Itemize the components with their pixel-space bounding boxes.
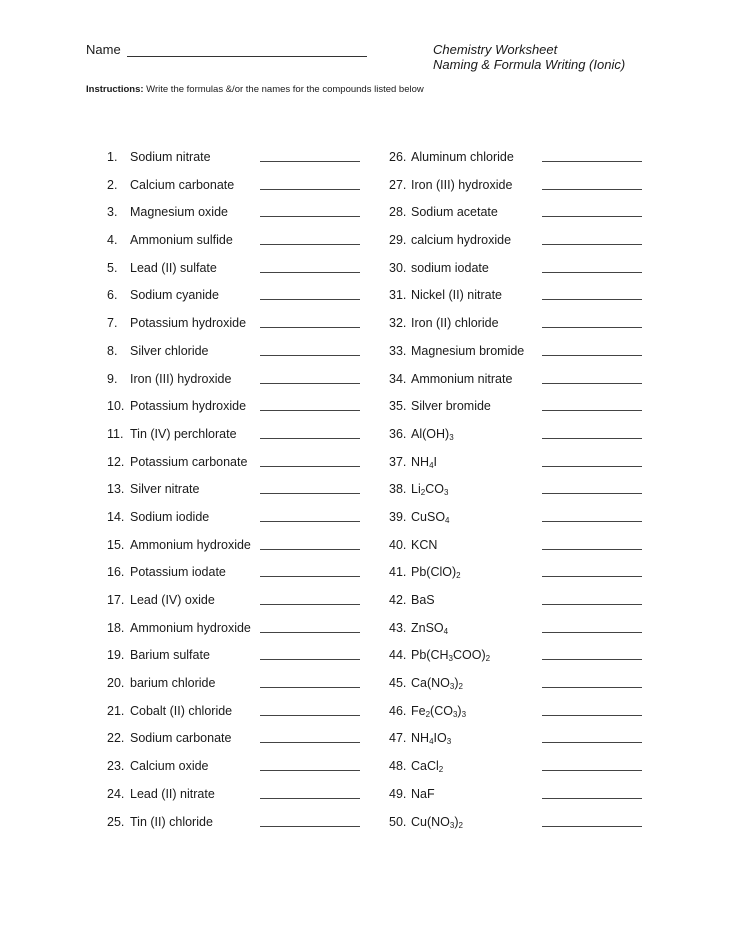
list-item: [389, 565, 649, 593]
title-line-2: Naming & Formula Writing (Ionic): [433, 57, 626, 72]
item-number: 47.: [389, 731, 407, 746]
name-field-row: [86, 42, 367, 57]
list-item: [389, 759, 649, 787]
item-number: 13.: [107, 482, 125, 497]
name-label: Name: [86, 42, 121, 57]
item-number: 38.: [389, 482, 407, 497]
answer-blank[interactable]: [260, 549, 360, 550]
compound-label: $Fe_2(CO_3)_3$: [411, 703, 467, 719]
compound-label: Iron (III) hydroxide: [130, 371, 232, 386]
answer-blank[interactable]: [542, 383, 642, 384]
list-item: [107, 427, 367, 455]
item-number: 45.: [389, 676, 407, 691]
item-number: 21.: [107, 703, 125, 718]
compound-label: KCN: [411, 537, 438, 552]
compound-label: Potassium hydroxide: [130, 399, 247, 414]
list-item: [107, 482, 367, 510]
answer-blank[interactable]: [260, 770, 360, 771]
compound-label: Ammonium nitrate: [411, 371, 513, 386]
left-column: [107, 150, 367, 842]
compound-label: sodium iodate: [411, 260, 489, 275]
compound-label: Sodium nitrate: [130, 150, 211, 164]
item-number: 10.: [107, 399, 125, 414]
list-item: [389, 233, 649, 261]
item-number: 8.: [107, 343, 118, 358]
answer-blank[interactable]: [542, 715, 642, 716]
list-item: [107, 676, 367, 704]
list-item: [107, 565, 367, 593]
item-number: 35.: [389, 399, 407, 414]
list-item: [107, 233, 367, 261]
list-item: [389, 372, 649, 400]
compound-label: BaS: [411, 593, 435, 607]
instructions: [86, 84, 424, 95]
list-item: [389, 150, 649, 178]
item-number: 24.: [107, 786, 125, 801]
item-number: 11.: [107, 426, 124, 441]
list-item: [389, 316, 649, 344]
answer-blank[interactable]: [260, 189, 360, 190]
answer-blank[interactable]: [542, 549, 642, 550]
compound-label: $Cu(NO_3)_2$: [411, 814, 463, 830]
item-number: 15.: [107, 537, 125, 552]
compound-label: Potassium iodate: [130, 565, 226, 580]
answer-blank[interactable]: [260, 383, 360, 384]
compound-label: Sodium iodide: [130, 509, 210, 524]
answer-blank[interactable]: [542, 355, 642, 356]
answer-blank[interactable]: [542, 659, 642, 660]
answer-blank[interactable]: [542, 632, 642, 633]
item-number: 29.: [389, 233, 407, 248]
compound-label: Lead (IV) oxide: [130, 593, 215, 607]
answer-blank[interactable]: [542, 687, 642, 688]
compound-label: Silver chloride: [130, 343, 209, 358]
list-item: [107, 538, 367, 566]
compound-label: Silver nitrate: [130, 482, 200, 497]
compound-label: CaCl$_2$: [411, 759, 444, 775]
answer-blank[interactable]: [260, 715, 360, 716]
compound-label: Magnesium oxide: [130, 205, 228, 220]
item-number: 44.: [389, 648, 407, 663]
item-number: 49.: [389, 786, 407, 801]
item-number: 36.: [389, 426, 407, 441]
list-item: [107, 178, 367, 206]
list-item: [107, 593, 367, 621]
answer-blank[interactable]: [260, 493, 360, 494]
item-number: 2.: [107, 177, 118, 192]
answer-blank[interactable]: [260, 355, 360, 356]
answer-blank[interactable]: [260, 272, 360, 273]
item-number: 20.: [107, 676, 125, 691]
compound-label: Potassium carbonate: [130, 454, 248, 469]
answer-blank[interactable]: [260, 826, 360, 827]
answer-blank[interactable]: [542, 742, 642, 743]
list-item: [389, 593, 649, 621]
item-number: 1.: [107, 150, 118, 164]
list-item: [389, 205, 649, 233]
answer-blank[interactable]: [542, 272, 642, 273]
item-number: 4.: [107, 233, 118, 248]
item-number: 46.: [389, 703, 407, 718]
item-number: 23.: [107, 759, 125, 774]
compound-label: Nickel (II) nitrate: [411, 288, 502, 303]
item-number: 28.: [389, 205, 407, 220]
answer-blank[interactable]: [260, 576, 360, 577]
compound-label: Ammonium hydroxide: [130, 537, 251, 552]
answer-blank[interactable]: [542, 770, 642, 771]
list-item: [107, 344, 367, 372]
item-number: 17.: [107, 593, 125, 607]
item-number: 34.: [389, 371, 407, 386]
answer-blank[interactable]: [542, 826, 642, 827]
item-number: 25.: [107, 814, 125, 829]
item-number: 40.: [389, 537, 407, 552]
compound-label: calcium hydroxide: [411, 233, 512, 248]
list-item: [107, 648, 367, 676]
compound-label: ZnSO$_4$: [411, 620, 449, 636]
item-number: 12.: [107, 454, 125, 469]
list-item: [389, 427, 649, 455]
compound-label: CuSO$_4$: [411, 509, 450, 525]
compound-label: Sodium cyanide: [130, 288, 219, 303]
answer-blank[interactable]: [260, 161, 360, 162]
compound-label: $Li_2CO_3$: [411, 482, 449, 498]
item-number: 7.: [107, 316, 118, 331]
answer-blank[interactable]: [260, 687, 360, 688]
compound-label: Lead (II) sulfate: [130, 260, 217, 275]
answer-blank[interactable]: [260, 327, 360, 328]
right-column: [389, 150, 649, 842]
item-number: 26.: [389, 150, 407, 164]
instructions-label: Instructions:: [86, 84, 144, 95]
compound-label: Magnesium bromide: [411, 343, 525, 358]
answer-blank[interactable]: [542, 576, 642, 577]
answer-blank[interactable]: [542, 410, 642, 411]
compound-label: Ammonium hydroxide: [130, 620, 251, 635]
answer-blank[interactable]: [542, 161, 642, 162]
answer-blank[interactable]: [260, 632, 360, 633]
answer-blank[interactable]: [260, 659, 360, 660]
list-item: [389, 787, 649, 815]
compound-label: $Ca(NO_3)_2$: [411, 676, 463, 692]
list-item: [389, 731, 649, 759]
compound-label: $Pb(ClO)_2$: [411, 565, 461, 581]
list-item: [107, 372, 367, 400]
answer-blank[interactable]: [260, 410, 360, 411]
answer-blank[interactable]: [542, 493, 642, 494]
list-item: [389, 178, 649, 206]
answer-blank[interactable]: [260, 244, 360, 245]
compound-label: $Pb(CH_3COO)_2$: [411, 648, 491, 664]
compound-label: $NH_4I$: [411, 454, 437, 470]
list-item: [107, 621, 367, 649]
list-item: [389, 538, 649, 566]
list-item: [107, 510, 367, 538]
compound-label: $Al(OH)_3$: [411, 426, 454, 442]
instructions-text: Write the formulas &/or the names for the compounds listed below: [143, 84, 424, 95]
list-item: [107, 815, 367, 843]
answer-blank[interactable]: [260, 604, 360, 605]
list-item: [107, 316, 367, 344]
answer-blank[interactable]: [542, 521, 642, 522]
item-number: 31.: [389, 288, 407, 303]
compound-label: Calcium carbonate: [130, 177, 235, 192]
answer-blank[interactable]: [260, 521, 360, 522]
item-number: 43.: [389, 620, 407, 635]
item-number: 30.: [389, 260, 407, 275]
item-number: 37.: [389, 454, 407, 469]
list-item: [107, 455, 367, 483]
answer-blank[interactable]: [260, 299, 360, 300]
compound-label: Barium sulfate: [130, 648, 210, 663]
item-number: 16.: [107, 565, 125, 580]
compound-label: Tin (II) chloride: [130, 814, 213, 829]
answer-blank[interactable]: [542, 798, 642, 799]
list-item: [389, 676, 649, 704]
compound-label: Sodium carbonate: [130, 731, 232, 746]
list-item: [389, 344, 649, 372]
item-number: 9.: [107, 371, 118, 386]
list-item: [107, 731, 367, 759]
answer-blank[interactable]: [260, 438, 360, 439]
list-item: [107, 759, 367, 787]
list-item: [389, 648, 649, 676]
compound-label: Ammonium sulfide: [130, 233, 233, 248]
compound-label: Cobalt (II) chloride: [130, 703, 233, 718]
list-item: [107, 787, 367, 815]
answer-blank[interactable]: [260, 742, 360, 743]
list-item: [389, 815, 649, 843]
item-number: 19.: [107, 648, 125, 663]
answer-blank[interactable]: [260, 216, 360, 217]
list-item: [389, 399, 649, 427]
item-number: 6.: [107, 288, 118, 303]
list-item: [389, 261, 649, 289]
compound-label: Potassium hydroxide: [130, 316, 247, 331]
item-number: 32.: [389, 316, 407, 331]
list-item: [107, 288, 367, 316]
list-item: [389, 455, 649, 483]
answer-blank[interactable]: [542, 216, 642, 217]
answer-blank[interactable]: [542, 438, 642, 439]
item-number: 27.: [389, 177, 407, 192]
answer-blank[interactable]: [542, 189, 642, 190]
list-item: [107, 205, 367, 233]
compound-label: $NH_4IO_3$: [411, 731, 452, 747]
item-number: 33.: [389, 343, 407, 358]
answer-blank[interactable]: [260, 798, 360, 799]
item-number: 5.: [107, 260, 118, 275]
item-number: 50.: [389, 814, 407, 829]
list-item: [389, 621, 649, 649]
compound-label: NaF: [411, 786, 435, 801]
item-number: 39.: [389, 509, 407, 524]
item-number: 41.: [389, 565, 407, 580]
list-item: [107, 261, 367, 289]
list-item: [389, 288, 649, 316]
title-line-1: Chemistry Worksheet: [433, 42, 558, 57]
list-item: [107, 704, 367, 732]
answer-blank[interactable]: [542, 244, 642, 245]
answer-blank[interactable]: [542, 466, 642, 467]
item-number: 14.: [107, 509, 125, 524]
item-number: 3.: [107, 205, 118, 220]
compound-label: barium chloride: [130, 676, 216, 691]
compound-label: Sodium acetate: [411, 205, 498, 220]
answer-blank[interactable]: [542, 327, 642, 328]
worksheet-title: [433, 42, 625, 72]
compound-label: Tin (IV) perchlorate: [130, 426, 237, 441]
item-number: 42.: [389, 593, 407, 607]
answer-blank[interactable]: [260, 466, 360, 467]
list-item: [107, 150, 367, 178]
answer-blank[interactable]: [542, 299, 642, 300]
list-item: [389, 510, 649, 538]
compound-label: Iron (III) hydroxide: [411, 177, 513, 192]
compound-label: Lead (II) nitrate: [130, 786, 215, 801]
item-number: 18.: [107, 620, 125, 635]
compound-label: Silver bromide: [411, 399, 491, 414]
item-number: 48.: [389, 759, 407, 774]
name-input-line[interactable]: [127, 42, 367, 57]
compound-label: Aluminum chloride: [411, 150, 514, 164]
list-item: [107, 399, 367, 427]
item-number: 22.: [107, 731, 125, 746]
compound-label: Iron (II) chloride: [411, 316, 499, 331]
list-item: [389, 704, 649, 732]
list-item: [389, 482, 649, 510]
compound-label: Calcium oxide: [130, 759, 209, 774]
answer-blank[interactable]: [542, 604, 642, 605]
